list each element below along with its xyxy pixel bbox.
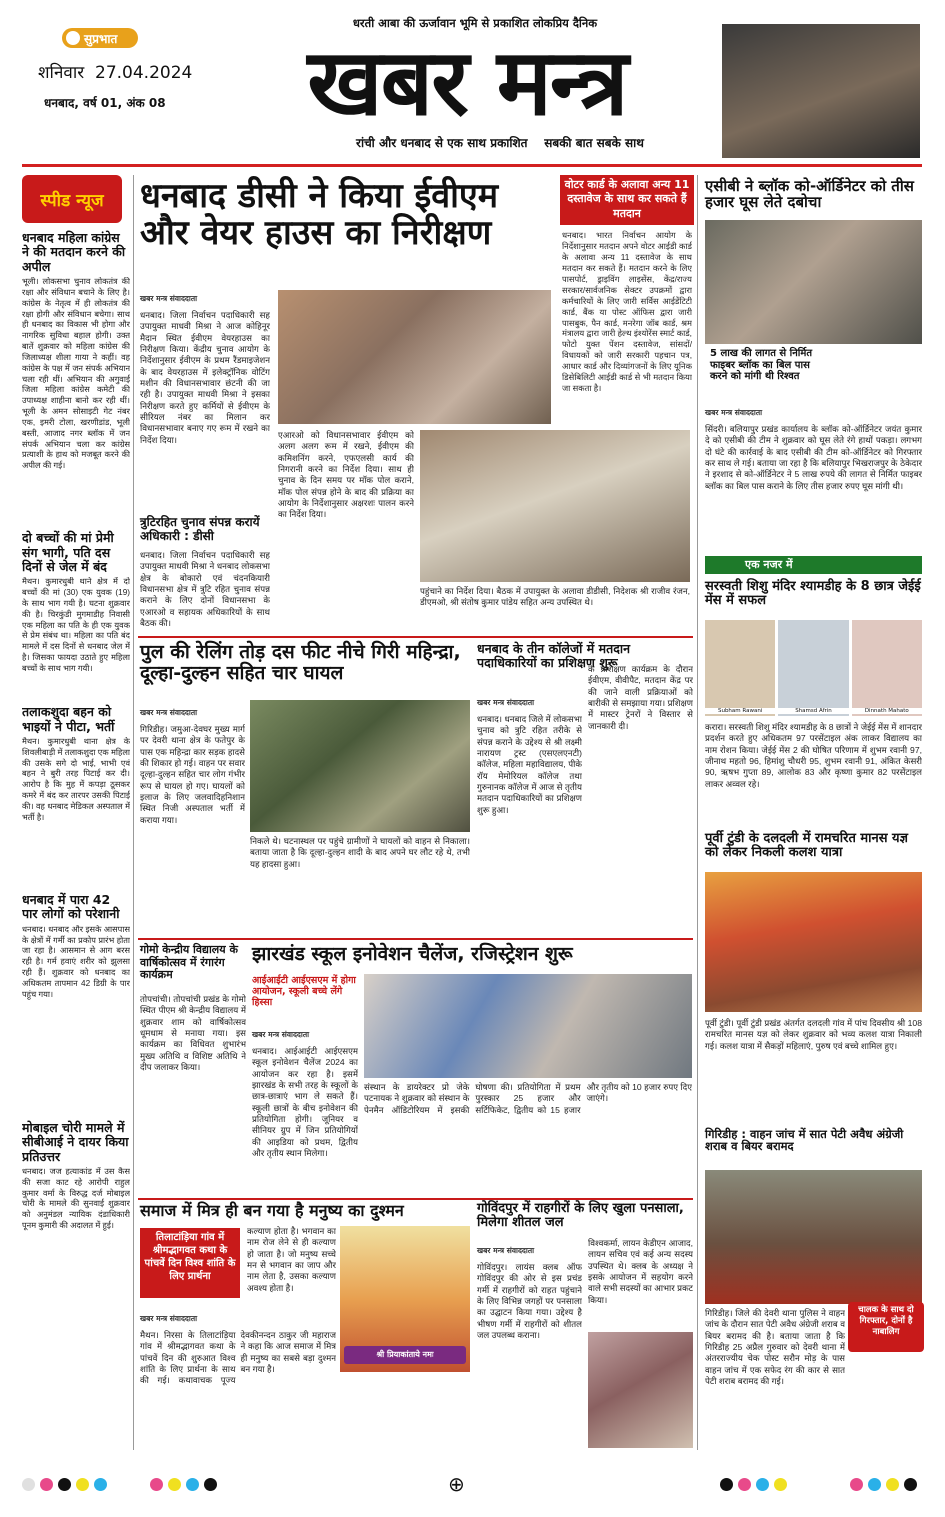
registration-dot bbox=[774, 1478, 787, 1491]
lead-text: धनबाद। जिला निर्वाचन पदाधिकारी सह उपायुक्त माधवी मिश्रा ने आज कोहिनूर मैदान स्थित ईवीएम वेयरहाउस का निरीक्षण किया। केंद्रीय चुनाव आयोग के निर्देशानुसार ईवीएम के प्रथम रैंडमाइजेशन के बाद वेयरहाउस में इलेक्ट्रॉनिक वोटिंग मशीन की विधानसभावार छंटनी की जा रही है। उपायुक्त माधवी मिश्रा ने इसका निरीक्षण करते हुए कर्मियों से ईवीएम के सीरियल नंबर का मिलान कर विधानसभावार बनाए गए रूम में रखने का निर्देश दिया। bbox=[140, 310, 270, 445]
jharkhand-byline: खबर मन्त्र संवाददाता bbox=[252, 1030, 310, 1039]
lead-subtext: धनबाद। जिला निर्वाचन पदाधिकारी सह उपायुक्त माधवी मिश्रा ने धनबाद लोकसभा क्षेत्र के बोकारो एवं चंदनकियारी विधानसभा क्षेत्र में त्रुटि रहित चुनाव संपन्न कराने के लिए दोनों विधानसभा के एआरओ व सहायक अधिकारियों के साथ बैठक की। bbox=[140, 550, 270, 629]
ek-nazar-banner: एक नजर में bbox=[705, 556, 922, 574]
satsang-text: मैथन। निरसा के तिलाटांड़िया गांव में श्रीमद्भागवत कथा के पांचवें दिन की शुरुआत विश्व शांति के लिए प्रार्थना के साथ की गई। कथावाचक पूज्य देवकीनन्दन ठाकुर जी महाराज ने कहा कि आज समाज में मित्र ही मनुष्य का सबसे बड़ा दुश्मन बन गया है। bbox=[140, 1330, 336, 1386]
registration-dot bbox=[94, 1478, 107, 1491]
bridge-byline: खबर मन्त्र संवाददाता bbox=[140, 708, 198, 717]
college-headline: धनबाद के तीन कॉलेजों में मतदान पदाधिकारियों का प्रशिक्षण शुरू bbox=[477, 641, 631, 670]
liquor-photo bbox=[705, 1170, 922, 1304]
masthead bbox=[0, 0, 945, 160]
gobindpur-photo bbox=[588, 1332, 693, 1448]
student-photo: Shamsd Afrin bbox=[778, 620, 848, 716]
lead-photo bbox=[278, 290, 551, 424]
footer-bar bbox=[0, 1470, 945, 1500]
liquor-headline: गिरिडीह : वाहन जांच में सात पेटी अवैध अंग्रेजी शराब व बियर बरामद bbox=[705, 1127, 904, 1154]
gomo-text: तोपचांची। तोपचांची प्रखंड के गोमो स्थित पीएम श्री केन्द्रीय विद्यालय में शुक्रवार शाम को वार्षिकोत्सव धूमधाम से मनाया गया। इस कार्यक्रम का विधिवत शुभारंभ मुख्य अतिथि व विशिष्ट अतिथि ने दीप जलाकर किया। bbox=[140, 994, 246, 1073]
column-rule bbox=[133, 175, 134, 1450]
acb-headline: एसीबी ने ब्लॉक को-ऑर्डिनेटर को तीस हजार घूस लेते दबोचा bbox=[705, 177, 914, 212]
school-headline: सरस्वती शिशु मंदिर श्यामडीह के 8 छात्र जेईई मेंस में सफल bbox=[705, 579, 921, 609]
student-photo: Dinnath Mahato bbox=[852, 620, 922, 716]
college-text: धनबाद। धनबाद जिले में लोकसभा चुनाव को त्रुटि रहित तरीके से संपन्न कराने के उद्देश्य से श्री लक्ष्मी नारायण ट्रस्ट (एसएलएनटी) कॉलेज, महिला महाविद्यालय, पीके रॉय मेमोरियल कॉलेज तथा गुरुनानक कॉलेज में आज से तृतीय मतदान पदाधिकारियों का प्रशिक्षण शुरू हुआ। bbox=[477, 714, 582, 815]
masthead-divider bbox=[22, 164, 922, 167]
satsang-text-2: कल्याण होता है। भगवान का नाम रोज लेने से ही कल्याण हो जाता है। जो मनुष्य सच्चे मन से भगवान का जाप और नाम लेता है, उसका कल्याण अवश्य होता है। bbox=[247, 1226, 336, 1293]
speed-news-item bbox=[22, 531, 130, 699]
tagline-bottom: रांची और धनबाद से एक साथ प्रकाशित सबकी बात सबके साथ bbox=[356, 136, 644, 150]
speed-news-title: मोबाइल चोरी मामले में सीबीआई ने दायर किया प्रतिउत्तर bbox=[22, 1119, 129, 1164]
jharkhand-text-2: संस्थान के डायरेक्टर प्रो जेके पटनायक ने शुक्रवार को संस्थान के पेनमैन ऑडिटोरियम में इसकी घोषणा की। प्रतियोगिता में प्रथम पुरस्कार 25 हजार और सर्टिफिकेट, द्वितीय को 15 हजार और तृतीय को 10 हजार रुपए दिए जाएंगे। bbox=[364, 1082, 692, 1115]
voter-headline: वोटर कार्ड के अलावा अन्य 11 दस्तावेज के साथ कर सकते हैं मतदान bbox=[560, 175, 694, 225]
place-volume: धनबाद, वर्ष 01, अंक 08 bbox=[44, 96, 166, 110]
day-date: शनिवार 27.04.2024 bbox=[38, 63, 193, 83]
registration-dot bbox=[850, 1478, 863, 1491]
speed-news-title: दो बच्चों की मां प्रेमी संग भागी, पति दस दिनों से जेल में बंद bbox=[22, 530, 114, 574]
school-photos bbox=[705, 620, 922, 716]
registration-dot bbox=[738, 1478, 751, 1491]
bridge-headline: पुल की रेलिंग तोड़ दस फीट नीचे गिरी महिन्द्रा, दूल्हा-दुल्हन सहित चार घायल bbox=[140, 641, 461, 684]
lead-byline: खबर मन्त्र संवाददाता bbox=[140, 294, 198, 303]
column-rule bbox=[697, 175, 698, 1450]
speed-news-text: मैथन। कुमारधुबी थाने क्षेत्र में दो बच्चों की मां (30) एक युवक (19) के साथ भाग गयी है। घटना शुक्रवार की है। चिरकुंडी मुगमाडीह निवासी एक महिला का पति के ही एक युवक से प्रेम संबंध था। महिला का पति बंद मामले में दस दिनों से धनबाद जेल में है। जिसका फायदा उठाते हुए महिला बच्चों के साथ भाग गयी। bbox=[22, 577, 130, 673]
speed-news-item bbox=[22, 893, 130, 1115]
section-divider bbox=[138, 938, 693, 940]
gobindpur-text-2: विश्वकर्मा, लायन केडीएन आजाद, लायन सचिव एवं कई अन्य सदस्य उपस्थित थे। क्लब के अध्यक्ष ने इसके आयोजन में सहयोग करने वाले सभी सदस्यों का आभार प्रकट किया। bbox=[588, 1238, 693, 1305]
brand-badge bbox=[62, 28, 138, 48]
satsang-byline: खबर मन्त्र संवाददाता bbox=[140, 1314, 198, 1323]
registration-dot bbox=[150, 1478, 163, 1491]
college-text-2: के प्रशिक्षण कार्यक्रम के दौरान ईवीएम, वीवीपैट, मतदान केंद्र पर की जाने वाली प्रक्रियाओं को बारीकी से समझाया गया। प्रशिक्षण में मास्टर ट्रेनरों ने विस्तार से जानकारी दी। bbox=[588, 664, 693, 731]
section-divider bbox=[138, 1198, 693, 1200]
jharkhand-text: धनबाद। आईआईटी आईएसएम स्कूल इनोवेशन चैलेंज 2024 का आयोजन कर रहा है। इसमें झारखंड के सभी तरह के स्कूलों के छात्र-छात्राएं भाग ले सकते हैं। स्कूली छात्रों के बीच इनोवेशन की प्रतियोगिता होगी। जूनियर व सीनियर ग्रुप में जिन प्रतियोगियों की आइडिया को प्रथम, द्वितीय और तृतीय स्थान मिलेगा। bbox=[252, 1046, 358, 1159]
gobindpur-headline: गोविंदपुर में राहगीरों के लिए खुला पनसाला, मिलेगा शीतल जल bbox=[477, 1201, 684, 1231]
registration-dot bbox=[186, 1478, 199, 1491]
jharkhand-headline: झारखंड स्कूल इनोवेशन चैलेंज, रजिस्ट्रेशन शुरू bbox=[252, 943, 573, 965]
sun-icon bbox=[66, 31, 80, 45]
bridge-text-2: निकले थे। घटनास्थल पर पहुंचे ग्रामीणों ने घायलों को वाहन से निकाला। बताया जाता है कि दूल्हा-दुल्हन शादी के बाद अपने घर लौट रहे थे, तभी यह हादसा हुआ। bbox=[250, 836, 470, 869]
registration-dot bbox=[22, 1478, 35, 1491]
kalash-headline: पूर्वी टुंडी के दलदली में रामचरित मानस यज्ञ को लेकर निकली कलश यात्रा bbox=[705, 831, 908, 861]
registration-dot bbox=[76, 1478, 89, 1491]
college-byline: खबर मन्त्र संवाददाता bbox=[477, 698, 535, 707]
speed-news-text: मैथन। कुमारधुबी थाना क्षेत्र के शिवलीबाड़ी में तलाकशुदा एक महिला की उसके सगे दो भाई, भाभी एवं बहन ने बुरी तरह पिटाई कर दी। आरोप है कि मुह में कपड़ा ठूसकर कमरे में बंद कर तारपर उसकी पिटाई की। वह धनबाद मेडिकल अस्पताल में भर्ती है। bbox=[22, 737, 130, 822]
registration-dot bbox=[720, 1478, 733, 1491]
speed-news-item bbox=[22, 1121, 130, 1347]
kalash-photo bbox=[705, 872, 922, 1012]
bridge-text: गिरिडीह। जमुआ-देवघर मुख्य मार्ग पर देवरी थाना क्षेत्र के फतेपुर के पास एक महिन्द्रा कार सड़क हादसे की शिकार हो गई। वाहन पर सवार दूल्हा-दुल्हन सहित चार लोग गंभीर रूप से घायल हो गए। घायलों को इलाज के लिए जलवादिहनिशान स्थित निजी अस्पताल भर्ती में कराया गया। bbox=[140, 724, 245, 825]
lead-photo-2 bbox=[420, 430, 690, 582]
liquor-text: गिरिडीह। जिले की देवरी थाना पुलिस ने वाहन जांच के दौरान सात पेटी अवैध अंग्रेजी शराब व बियर बरामद की है। बताया जाता है कि गिरिडीह 25 अप्रैल गुरुवार को देवरी थाना में अंतरराज्यीय चेक पोस्ट सरौन मोड़ के पास वाहन जांच में एक सफेद रंग की कार से सात पेटी शराब बरामद की गई। bbox=[705, 1308, 845, 1387]
registration-dot bbox=[40, 1478, 53, 1491]
speed-news-text: धनबाद। धनबाद और इसके आसपास के क्षेत्रों में गर्मी का प्रकोप प्रारंभ होता जा रहा है। आसमान से आग बरस रही है। गर्म हवाएं शरीर को झुलसा रही हैं। शुक्रवार को धनबाद का अधिकतम तापमान 42 डिग्री के पार पहुंच गया। bbox=[22, 924, 130, 999]
speed-news-text: भूली। लोकसभा चुनाव लोकतंत्र की रक्षा और संविधान बचाने के लिए है। कांग्रेस के नेतृत्व में ही लोकतंत्र की रक्षा होगी और संविधान बचेगा। साथ ही धनबाद का विकास भी होगा और नागरिक सुविधा बहाल होगी। उक्त बातें शुक्रवार को महिला कांग्रेस की जिलाध्यक्ष शीला गाया ने कहीं। वह कांग्रेस के पक्ष में जन संपर्क अभियान चला रही थीं। अभियान की अगुवाई जिला महिला कांग्रेस कमेटी की उपाध्यक्ष शाहीना बानो कर रही थीं। भूली के अमन सोसाइटी गेट नंबर एक, इमरी टोला, खरणीडांड, भूली बस्ती, आजाद नगर ब्लॉक में जन संपर्क अभियान चला कर कांग्रेस प्रत्याशी के हाथ को मजबूत करने की अपील की गई। bbox=[22, 277, 130, 471]
voter-text: धनबाद। भारत निर्वाचन आयोग के निर्देशानुसार मतदान अपने वोटर आईडी कार्ड के अलावा अन्य 11 दस्तावेज के साथ मतदान कर सकते हैं। मतदान करने के लिए पासपोर्ट, ड्राइविंग लाइसेंस, केंद्र/राज्य सरकार/सार्वजनिक सेक्टर उपक्रमों द्वारा कर्मचारियों के लिए जारी सर्विस आईडेंटिटी कार्ड, बैंक या पोस्ट ऑफिस द्वारा जारी पासबुक, पैन कार्ड, मनरेगा जॉब कार्ड, श्रम मंत्रालय द्वारा जारी हेल्थ इंश्योरेंस स्मार्ट कार्ड, फोटो युक्त पेंशन दस्तावेज, सांसदों/विधायकों को जारी सरकारी पहचान पत्र, आधार कार्ड और दिव्यांगजनों के लिए यूनिक डिसेबिलिटी आईडी कार्ड से भी मतदान किया जा सकता है। bbox=[562, 230, 692, 394]
acb-caption: 5 लाख की लागत से निर्मित फाइबर ब्लॉक का बिल पास करने को मांगी थी रिश्वत bbox=[710, 348, 813, 382]
gobindpur-byline: खबर मन्त्र संवाददाता bbox=[477, 1246, 535, 1255]
registration-dot bbox=[168, 1478, 181, 1491]
speed-news-title: धनबाद में पारा 42 पार लोगों को परेशानी bbox=[22, 892, 120, 922]
registration-mark-icon: ⊕ bbox=[448, 1472, 465, 1496]
jharkhand-photo bbox=[364, 974, 692, 1078]
speed-news-title: धनबाद महिला कांग्रेस ने की मतदान करने की अपील bbox=[22, 230, 126, 274]
jharkhand-caption: आईआईटी आईएसएम में होगा आयोजन, स्कूली बच्चे लेंगे हिस्सा bbox=[252, 975, 356, 1008]
gomo-title: गोमो केन्द्रीय विद्यालय के वार्षिकोत्सव में रंगारंग कार्यक्रम bbox=[140, 943, 238, 982]
acb-photo bbox=[705, 220, 922, 344]
speed-news-item bbox=[22, 705, 130, 887]
masthead-photo bbox=[722, 24, 920, 158]
kalash-text: पूर्वी टुंडी। पूर्वी टुंडी प्रखंड अंतर्गत दलदली गांव में पांच दिवसीय श्री 108 रामचरित मानस यज्ञ को लेकर शुक्रवार को भव्य कलश यात्रा निकाली गई। कलश यात्रा में सैकड़ों महिलाएं, पुरुष एवं बच्चे शामिल हुए। bbox=[705, 1018, 922, 1051]
lead-subhead: त्रुटिरहित चुनाव संपन्न करायें अधिकारी : डीसी bbox=[140, 515, 260, 543]
registration-dot bbox=[886, 1478, 899, 1491]
student-photo: Subham Rawani bbox=[705, 620, 775, 716]
tagline-top: धरती आबा की ऊर्जावान भूमि से प्रकाशित लोकप्रिय दैनिक bbox=[352, 16, 598, 30]
gobindpur-text: गोविंदपुर। लायंस क्लब ऑफ गोविंदपुर की ओर से इस प्रचंड गर्मी में राहगीरों को राहत पहुंचाने के लिए विभिन्न जगहों पर पनसाला का उद्घाटन किया गया। उद्देश्य है भीषण गर्मी में राहगीरों को शीतल जल उपलब्ध कराना। bbox=[477, 1262, 582, 1341]
acb-text: सिंदरी। बलियापुर प्रखंड कार्यालय के ब्लॉक को-ऑर्डिनेटर जयंत कुमार दे को एसीबी की टीम ने शुक्रवार को घूस लेते रंगे हाथों पकड़ा। लगभग दो घंटे की कार्रवाई के बाद एसीबी की टीम को-ऑर्डिनेटर को गिरफ्तार कर साथ ले गई। बताया जा रहा है कि बलियापुर भिखराजपुर के ठेकेदार ने इरशाद से को-ऑर्डिनेटर ने 5 लाख रुपये की लागत से निर्मित फाइबर ब्लॉक का बिल पास कराने के लिए तीस हजार रुपए घूस मांगी थी। bbox=[705, 424, 922, 491]
registration-dot bbox=[868, 1478, 881, 1491]
liquor-photo-badge: चालक के साथ दो गिरफ्तार, दोनों है नाबालिग bbox=[848, 1302, 924, 1352]
section-divider bbox=[138, 636, 693, 638]
registration-dot bbox=[58, 1478, 71, 1491]
lead-text-2: एआरओ को विधानसभावार ईवीएम को अलग अलग रूम में रखने, ईवीएम की कमिशनिंग करने, एफएलसी कार्य की निगरानी करने का निर्देश दिया। साथ ही चुनाव के दिन समय पर मॉक पोल कराने, मॉक पोल संपन्न होने के बाद की प्रक्रिया का आयोग के निर्देशानुसार अक्षरशः पालन करने का निर्देश दिया। bbox=[278, 430, 414, 520]
registration-dot bbox=[756, 1478, 769, 1491]
registration-dot bbox=[204, 1478, 217, 1491]
masthead-title: खबर मन्त्र bbox=[307, 28, 627, 136]
brand-badge-label: सुप्रभात bbox=[84, 31, 118, 46]
speed-news-logo: स्पीड न्यूज bbox=[22, 175, 122, 223]
lead-headline: धनबाद डीसी ने किया ईवीएम और वेयर हाउस का निरीक्षण bbox=[140, 176, 499, 253]
satsang-photo bbox=[340, 1226, 470, 1372]
speed-news-column bbox=[22, 175, 130, 1450]
lead-text-3: पहुंचाने का निर्देश दिया। बैठक में उपायुक्त के अलावा डीडीसी, निदेशक श्री राजीव रंजन, डीएमओ, श्री संतोष कुमार पांडेय सहित अन्य उपस्थित थे। bbox=[420, 586, 690, 608]
acb-byline: खबर मन्त्र संवाददाता bbox=[705, 408, 763, 417]
satsang-headline: समाज में मित्र ही बन गया है मनुष्य का दुश्मन bbox=[140, 1201, 404, 1220]
speed-news-item bbox=[22, 231, 130, 525]
satsang-box: तिलाटांड़िया गांव में श्रीमद्भागवत कथा के पांचवें दिन विश्व शांति के लिए प्रार्थना bbox=[140, 1228, 240, 1298]
registration-dot bbox=[904, 1478, 917, 1491]
school-text: करारा। सरस्वती शिशु मंदिर श्यामडीह के 8 छात्रों ने जेईई मेंस में शानदार प्रदर्शन करते हुए अधिकतम 97 परसेंटाइल अंक लाकर विद्यालय का नाम रोशन किया। जेईई मेंस 2 की घोषित परिणाम में शुभम रवानी 97, जीनाथ महतो 96, हिमांशु चौधरी 95, शुभम रवानी 91, अंकित केसरी 90, ऋषभ गुप्ता 89, आलोक 83 और कृष्णा कुमार 82 परसेंटाइल लाकर अव्वल रहे। bbox=[705, 722, 922, 789]
satsang-photo-banner: श्री प्रियाकांताये नमः bbox=[344, 1346, 466, 1364]
speed-news-title: तलाकशुदा बहन को भाइयों ने पीटा, भर्ती bbox=[22, 704, 115, 734]
bridge-photo bbox=[250, 700, 470, 832]
speed-news-text: धनबाद। जज हत्याकांड में उस कैस की सजा काट रहे आरोपी राहुल कुमार वर्मा के विरुद्ध दर्ज मोबाइल चोरी के मामले की सुनवाई शुक्रवार को अनुमंडल न्यायिक दंडाधिकारी पूनम कुमारी की अदालत में हुई। bbox=[22, 1166, 130, 1231]
